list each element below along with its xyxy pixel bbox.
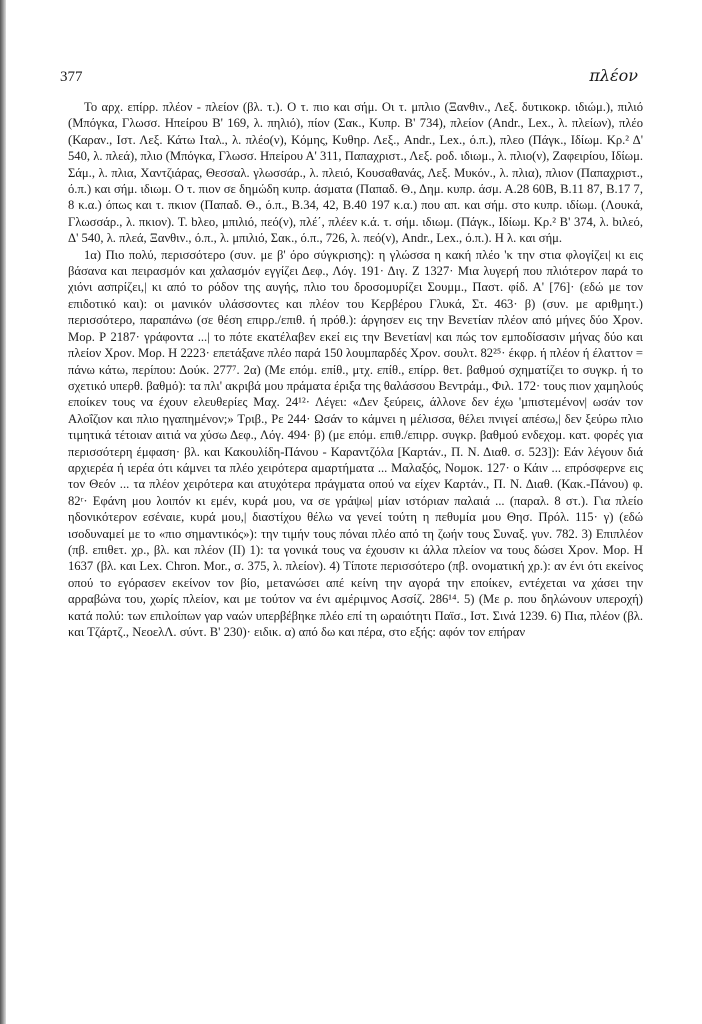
running-headword: πλέον bbox=[589, 66, 638, 85]
page-number: 377 bbox=[60, 69, 83, 85]
page-binding-edge bbox=[0, 0, 6, 1024]
etymology-paragraph: Το αρχ. επίρρ. πλέον - πλείον (βλ. τ.). Ο τ. πιο και σήμ. Οι τ. μπλιο (Ξανθιν., Λεξ. δυτικοκρ. ιδιώμ.), πιλιό (Μπόγκα, Γλωσσ. Ηπείρου Β' 169, λ. πηλιό), πίον (Σακ., Κυπρ. Β' 734), πλείον (Andr., Lex., λ. πλείων), πλέο (Καραν., Ιστ. Λεξ. Κάτω Ιταλ., λ. πλέο(ν), Κόμης, Κυθηρ. Λεξ., Andr., Lex., ό.π.), πλεο (Πάγκ., Ιδίωμ. Κρ.² Δ' 540, λ. πλεά), πλιο (Μπόγκα, Γλωσσ. Ηπείρου Α' 311, Παπαχριστ., Λεξ. ροδ. ιδιωμ., λ. πλιο(ν), Ζαφειρίου, Ιδίωμ. Σάμ., λ. πλια, Χαντζιάρας, Θεσσαλ. γλωσσάρ., λ. πλειό, Κουσαθανάς, Λεξ. Μυκόν., λ. πλια), πλιον (Παπαχριστ., ό.π.) και σήμ. ιδιωμ. Ο τ. πιον σε δημώδη κυπρ. άσματα (Παπαδ. Θ., Δημ. κυπρ. άσμ. Α.28 60Β, Β.11 87, Β.17 7, 8 κ.α.) όπως και τ. πκιον (Παπαδ. Θ., ό.π., Β.34, 42, Β.40 197 κ.α.) που απ. και σήμ. στο κυπρ. ιδίωμ. (Λουκά, Γλωσσάρ., λ. πκιον). Τ. bλεο, μπιλιό, πεό(ν), πλέ΄, πλέεν κ.ά. τ. σήμ. ιδιωμ. (Πάγκ., Ιδίωμ. Κρ.² Β' 374, λ. bιλεό, Δ' 540, λ. πλεά, Ξανθιν., ό.π., λ. μπιλιό, Σακ., ό.π., 726, λ. πεό(ν), Andr., Lex., ό.π.). Η λ. και σήμ. bbox=[68, 100, 643, 246]
running-head bbox=[60, 66, 638, 86]
dictionary-entry bbox=[68, 99, 643, 640]
senses-paragraph: 1α) Πιο πολύ, περισσότερο (συν. με β' όρο σύγκρισης): η γλώσσα η κακή πλέο 'κ την στια φλογίζει| κι εις βάσανα και πειρασμόν και χαλασμόν εγγίζει Δεφ., Λόγ. 191· Διγ. Ζ 1327· Μια λυγερή που πλιότερον παρά το χιόνι ασπρίζει,| κι από το ρόδον της αυγής, πλιο του δροσομυρίζει Σουμμ., Παστ. φίδ. Α' [76]· (εδώ με τον επιδοτικό και): οι μανικόν υλάσσοντες και πλέον του Κερβέρου Γλυκά, Στ. 463· β) (συν. με αριθμητ.) περισσότερο, παραπάνω (σε θέση επιρρ./επιθ. ή πρόθ.): άργησεν εις την Βενετίαν πλέον από μήνες δύο Χρον. Μορ. Ρ 2187· γράφοντα ...| το πότε εκατέλαβεν εκεί εις την Βενετίαν| και πώς τον εμποδίσασιν μήνας δύο και πλείον Χρον. Μορ. Η 2223· επετάξανε πλέο παρά 150 λουμπαρδές Χρον. σουλτ. 82²⁵· έκφρ. ή πλέον ή έλαττον = πάνω κάτω, περίπου: Δούκ. 277⁷. 2α) (Με επόμ. επίθ., μτχ. επίθ., επίρρ. θετ. βαθμού σχηματίζει το συγκρ. ή το σχετικό υπερθ. βαθμό): τα πλι' ακριβά μου πράματα έριξα της θαλάσσου Βεντράμ., Φιλ. 172· τους πιον χαμηλούς εποίκεν τους να έχουν ελευθερίες Μαχ. 24¹²· Λέγει: «Δεν ξεύρεις, άλλονε δεν έχω 'μπιστεμένον| ωσάν τον Αλοΐζιον και πλιο ηγαπημένον;» Τριβ., Ρε 244· Ωσάν το κάμνει η μέλισσα, θέλει πνιγεί απέσω,| δεν ξεύρω πλιο τιμητικά τέτοιαν αιτιά να χύσω Δεφ., Λόγ. 494· β) (με επόμ. επιθ./επιρρ. συγκρ. βαθμού ενδεχομ. κατ. φορές για περισσότερη έμφαση· βλ. και Κακουλίδη-Πάνου - Καραντζόλα [Καρτάν., Π. Ν. Διαθ. σ. 523]): Εάν λέγουν διά αρχιερέα ή ιερέα ότι κάμνει τα πλέο χειρότερα αμαρτήματα ... Μαλαξός, Νομοκ. 127· ο Κάιν ... επρόσφερνε εις τον Θεόν ... τα πλέον χειρότερα και ατυχότερα πράγματα οπού να είχεν Καρτάν., Π. Ν. Διαθ. (Κακ.-Πάνου) φ. 82ʳ· Εφάνη μου λοιπόν κι εμέν, κυρά μου, να σε γράψω| μίαν ιστόριαν παλαιά ... (παραλ. 8 στ.). Για πλείο ηδονικότερον εσέναιε, κυρά μου,| διαστίχου θέλω να γενεί τούτη η πεθυμία μου Θησ. Πρόλ. 115· γ) (εδώ ισοδυναμεί με το «πιο σημαντικός»): την τιμήν τους πόναι πλέο από τη ζωήν τους Συναξ. γυν. 782. 3) Επιπλέον (πβ. επιθετ. χρ., βλ. και πλέον (ΙΙ) 1): τα γονικά τους να έχουσιν κι άλλα πλείον να τους δώσει Χρον. Μορ. Η 1637 (βλ. και Lex. Chron. Mor., σ. 375, λ. πλείον). 4) Τίποτε περισσότερο (πβ. ονοματική χρ.): αν ένι ότι εκείνος οπού το εγόρασεν εκείνον τον βίο, μετανώσει απέ κείνη την αγορά την εποίκεν, εντέχεται να χάσει την αρραβώνα του, χωρίς πλείον, και με τούτον να ένι αμέριμνος Ασσίζ. 286¹⁴. 5) (Με ρ. που δηλώνουν υπεροχή) κατά πολύ: των επιλοίπων γαρ ναών υπερβέβηκε πλέο επί τη ωραιότητι Παϊσ., Ιστ. Σινά 1239. 6) Πια, πλέον (βλ. και Τζάρτζ., ΝεοελΛ. σύντ. Β' 230)· ειδικ. α) από δω και πέρα, στο εξής: αφόν τον επήραν bbox=[68, 247, 643, 639]
